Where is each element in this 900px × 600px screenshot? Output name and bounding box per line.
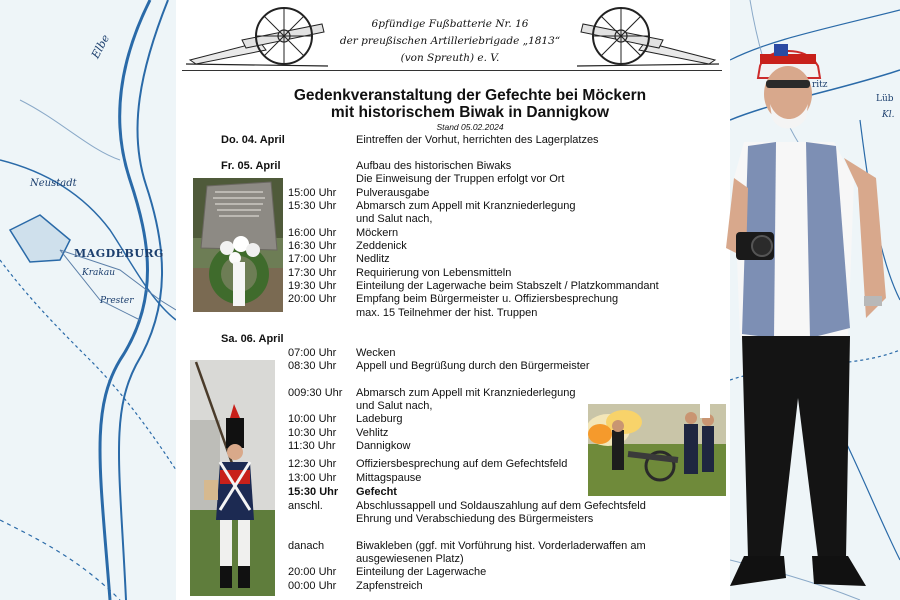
schedule-text: Ehrung und Verabschiedung des Bürgermeisters [356, 513, 594, 525]
map-label-krakau: Krakau [82, 268, 116, 278]
left-map-panel [0, 0, 176, 600]
page-title-line-2: mit historischem Biwak in Dannigkow [330, 104, 610, 121]
cannon-right-icon [573, 2, 723, 70]
schedule-time: 12:30 Uhr [288, 458, 337, 470]
schedule-time: 15:30 Uhr [288, 200, 337, 212]
photographer-photo [726, 38, 896, 600]
schedule-text: Mittagspause [356, 472, 422, 484]
schedule-text: Zeddenick [356, 240, 407, 252]
schedule-time: 11:30 Uhr [288, 440, 336, 452]
left-map-drawing [0, 0, 176, 600]
header-divider [182, 70, 722, 71]
schedule-text: Pulverausgabe [356, 187, 430, 199]
map-label-magdeburg: MAGDEBURG [74, 247, 164, 260]
schedule-text: Abmarsch zum Appell mit Kranzniederlegung [356, 200, 576, 212]
schedule-time: 08:30 Uhr [288, 360, 337, 372]
schedule-time: 17:30 Uhr [288, 267, 337, 279]
schedule-text: Abmarsch zum Appell mit Kranzniederlegung [356, 387, 576, 399]
schedule-time: 10:30 Uhr [288, 427, 337, 439]
friday-intro-2: Die Einweisung der Truppen erfolgt vor Ort [356, 173, 565, 185]
schedule-time: 20:00 Uhr [288, 293, 337, 305]
schedule-text: Wecken [356, 347, 396, 359]
day-label-saturday: Sa. 06. April [221, 333, 284, 345]
map-label-neustadt: Neustadt [30, 178, 77, 189]
cannon-firing-photo [588, 404, 726, 496]
cannon-firing-image [588, 404, 726, 496]
schedule-time: 16:30 Uhr [288, 240, 337, 252]
header-line-2: der preußischen Artilleriebrigade „1813“ [339, 35, 561, 47]
day-text-thursday: Eintreffen der Vorhut, herrichten des Lagerplatzes [356, 134, 599, 146]
schedule-text: max. 15 Teilnehmer der hist. Truppen [356, 307, 538, 319]
schedule-text: Appell und Begrüßung durch den Bürgermeister [356, 360, 590, 372]
map-label-right-b: Lüb [876, 94, 894, 104]
schedule-text: Empfang beim Bürgermeister u. Offiziersbesprechung [356, 293, 619, 305]
map-label-elbe: Elbe [88, 32, 113, 61]
memorial-stone-photo [193, 178, 283, 312]
schedule-text: ausgewiesenen Platz) [356, 553, 464, 565]
stand-date: Stand 05.02.2024 [436, 122, 504, 132]
schedule-time: 009:30 Uhr [288, 387, 343, 399]
schedule-text: Abschlussappell und Soldauszahlung auf dem Gefechtsfeld [356, 500, 646, 512]
schedule-time: 16:00 Uhr [288, 227, 337, 239]
schedule-time: anschl. [288, 500, 323, 512]
page-title-line-1: Gedenkveranstaltung der Gefechte bei Möckern [293, 87, 647, 104]
schedule-text: Einteilung der Lagerwache beim Stabszelt / Platzkommandant [356, 280, 659, 292]
schedule-text: Möckern [356, 227, 399, 239]
grenadier-soldier-photo [190, 360, 275, 596]
schedule-text: Nedlitz [356, 253, 390, 265]
schedule-time: 19:30 Uhr [288, 280, 337, 292]
photographer-image [726, 38, 896, 600]
schedule-text: Dannigkow [356, 440, 411, 452]
schedule-time: 15:00 Uhr [288, 187, 337, 199]
schedule-text: Requirierung von Lebensmitteln [356, 267, 512, 279]
schedule-text: Offiziersbesprechung auf dem Gefechtsfeld [356, 458, 568, 470]
friday-intro-1: Aufbau des historischen Biwaks [356, 160, 512, 172]
schedule-text: Biwakleben (ggf. mit Vorführung hist. Vorderladerwaffen am [356, 540, 646, 552]
day-label-thursday: Do. 04. April [221, 134, 285, 146]
map-label-prester: Prester [100, 296, 134, 306]
day-label-friday: Fr. 05. April [221, 160, 281, 172]
schedule-text: und Salut nach, [356, 213, 433, 225]
schedule-time: 07:00 Uhr [288, 347, 337, 359]
schedule-text-highlight: Gefecht [356, 486, 397, 498]
schedule-text: Zapfenstreich [356, 580, 423, 592]
schedule-text: Vehlitz [356, 427, 389, 439]
schedule-time: 17:00 Uhr [288, 253, 337, 265]
schedule-time: 00:00 Uhr [288, 580, 337, 592]
grenadier-soldier-image [190, 360, 275, 596]
header-line-1: 6pfündige Fußbatterie Nr. 16 [371, 18, 529, 30]
schedule-text: Ladeburg [356, 413, 403, 425]
map-label-right-c: Kl. [882, 110, 895, 120]
schedule-time: danach [288, 540, 325, 552]
cannon-left-icon [182, 2, 332, 70]
schedule-time: 13:00 Uhr [288, 472, 337, 484]
map-label-right-a: ritz [812, 80, 828, 90]
schedule-text: Einteilung der Lagerwache [356, 566, 487, 578]
schedule-time: 10:00 Uhr [288, 413, 337, 425]
schedule-time-highlight: 15:30 Uhr [288, 486, 339, 498]
memorial-stone-image [193, 178, 283, 312]
schedule-time: 20:00 Uhr [288, 566, 337, 578]
schedule-text: und Salut nach, [356, 400, 433, 412]
header-line-3: (von Spreuth) e. V. [400, 52, 500, 64]
